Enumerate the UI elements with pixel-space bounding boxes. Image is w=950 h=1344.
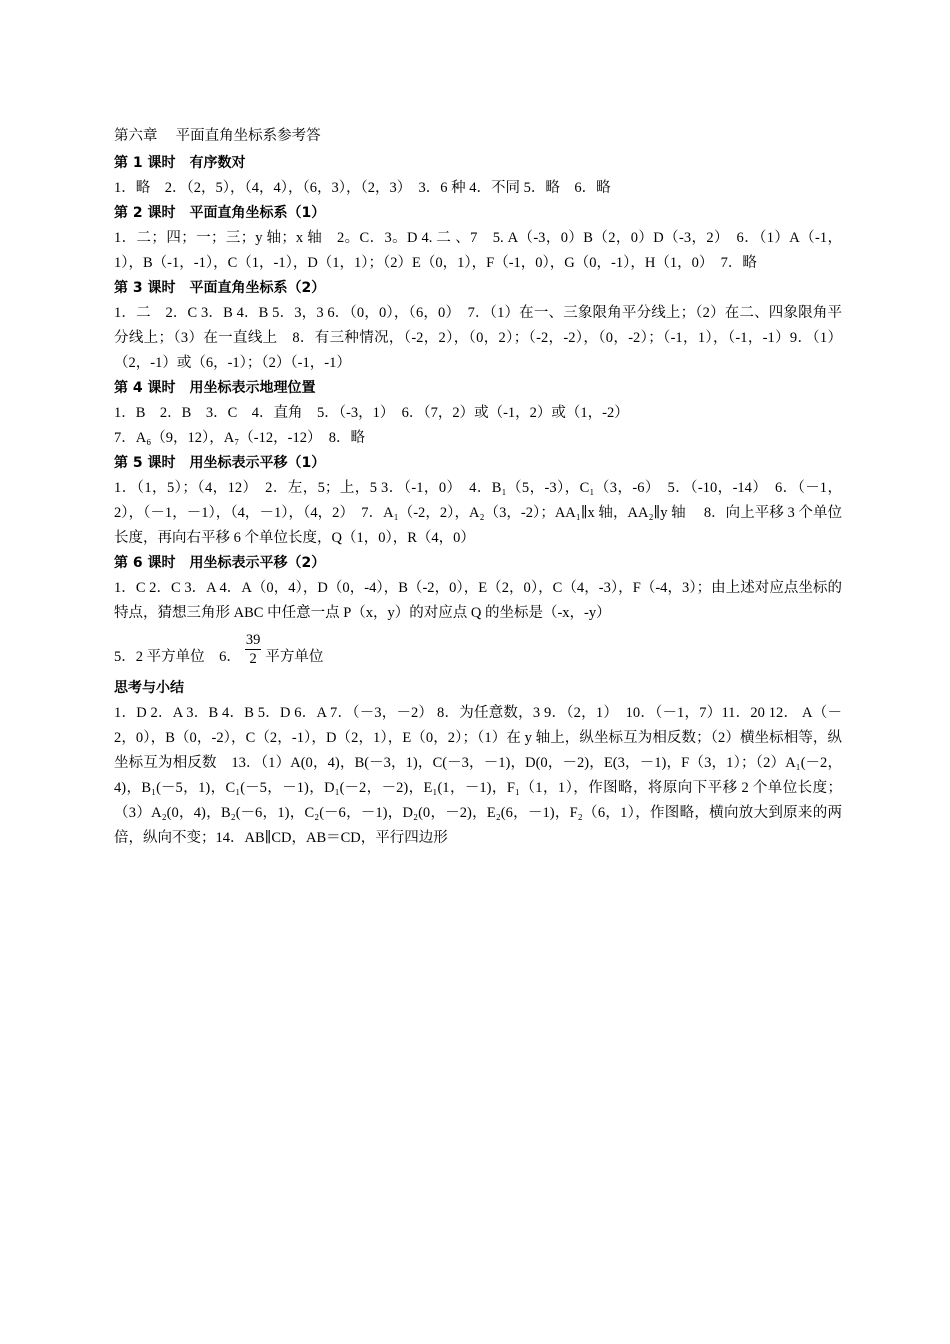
section-heading-1: 第 1 课时 有序数对 [114,155,246,171]
fraction-line-after: 平方单位 [265,648,324,665]
chapter-title: 第六章 平面直角坐标系参考答 [114,128,321,144]
section-4-answers-line-1: 1．B 2．B 3．C 4．直角 5．（-3，1） 6．（7，2）或（-1，2）或（1，-2） [114,405,629,421]
section-6-answers: 1．C 2．C 3．A 4．A（0，4），D（0，-4），B（-2，0），E（2，0），C（4，-3），F（-4，3）；由上述对应点坐标的特点，猜想三角形 ABC 中任意一点 P（x，y）的对应点 Q 的坐标是（-x，-y） [114,580,842,621]
section-3-answers: 1．二 2．C 3．B 4．B 5．3，3 6．（0，0），（6，0） 7．（1）在一、三象限角平分线上；（2）在二、四象限角平分线上；（3）在一直线上 8．有三种情况，（-2，2），（0，2）；（-2，-2），（0，-2）；（-1，1），（-1，-1）9．（1）（2，-1）或（6，-1）；（2）（-1，-1） [114,305,842,371]
fraction-numerator: 39 [245,632,261,648]
section-heading-3: 第 3 课时 平面直角坐标系（2） [114,280,326,296]
section-1-answers: 1．略 2．（2，5），（4，4），（6，3），（2，3） 3．6 种 4．不同 5．略 6．略 [114,180,611,196]
fraction-denominator: 2 [249,651,257,667]
section-2-answers: 1．二；四；一；三；y 轴；x 轴 2。C．3。D 4. 二 、7 5. A（-3，0）B（2，0）D（-3，2） 6．（1）A（-1，1），B（-1，-1），C（1，-1），D（1，1）；（2）E（0，1），F（-1，0），G（0，-1），H（1，0） 7．略 [114,230,842,271]
fraction [245,631,262,668]
section-heading-2: 第 2 课时 平面直角坐标系（1） [114,205,326,221]
answer-document [114,124,842,851]
summary-answers: 1．D 2．A 3．B 4．B 5．D 6．A 7．（－3，－2） 8．为任意数，3 9．（2，1） 10．（－1，7）11．20 12． A（－2，0），B（0，-2），C（2，-1），D（2，1），E（0，2）；（1）在 y 轴上，纵坐标互为相反数；（2）横坐标相等，纵坐标互为相反数 13．（1）A(0，4)，B(－3，1)，C(－3，－1)，D(0，－2)，E(3，－1)，F（3，1）；（2）A₁(－2，4)，B₁(－5，1)，C₁(－5，－1)，D₁(－2，－2)，E₁(1，－1)，F₁（1，1），作图略，将原向下平移 2 个单位长度；（3）A₂(0，4)，B₂(－6，1)，C₂(－6，－1)，D₂(0，－2)，E₂(6，－1)，F₂（6，1），作图略，横向放大到原来的两倍，纵向不变；14．AB∥CD，AB＝CD，平行四边形 [114,705,842,846]
section-heading-4: 第 4 课时 用坐标表示地理位置 [114,380,316,396]
section-6-fraction-line [114,626,842,676]
section-heading-summary: 思考与小结 [114,680,184,696]
section-heading-5: 第 5 课时 用坐标表示平移（1） [114,455,326,471]
section-4-answers-line-2: 7．A₆（9，12），A₇（-12，-12） 8．略 [114,430,365,446]
section-5-answers: 1．（1，5）；（4，12） 2．左，5；上，5 3．（-1，0） 4．B₁（5，-3），C₁（3，-6） 5．（-10，-14） 6．（－1，2），（－1，－1），（4，－1），（4，2） 7．A₁（-2，2），A₂（3，-2）；AA₁∥x 轴，AA₂∥y 轴 8．向上平移 3 个单位长度，再向右平移 6 个单位长度，Q（1，0），R（4，0） [114,480,842,546]
fraction-line-before: 5．2 平方单位 6． [114,648,241,665]
section-heading-6: 第 6 课时 用坐标表示平移（2） [114,555,326,571]
